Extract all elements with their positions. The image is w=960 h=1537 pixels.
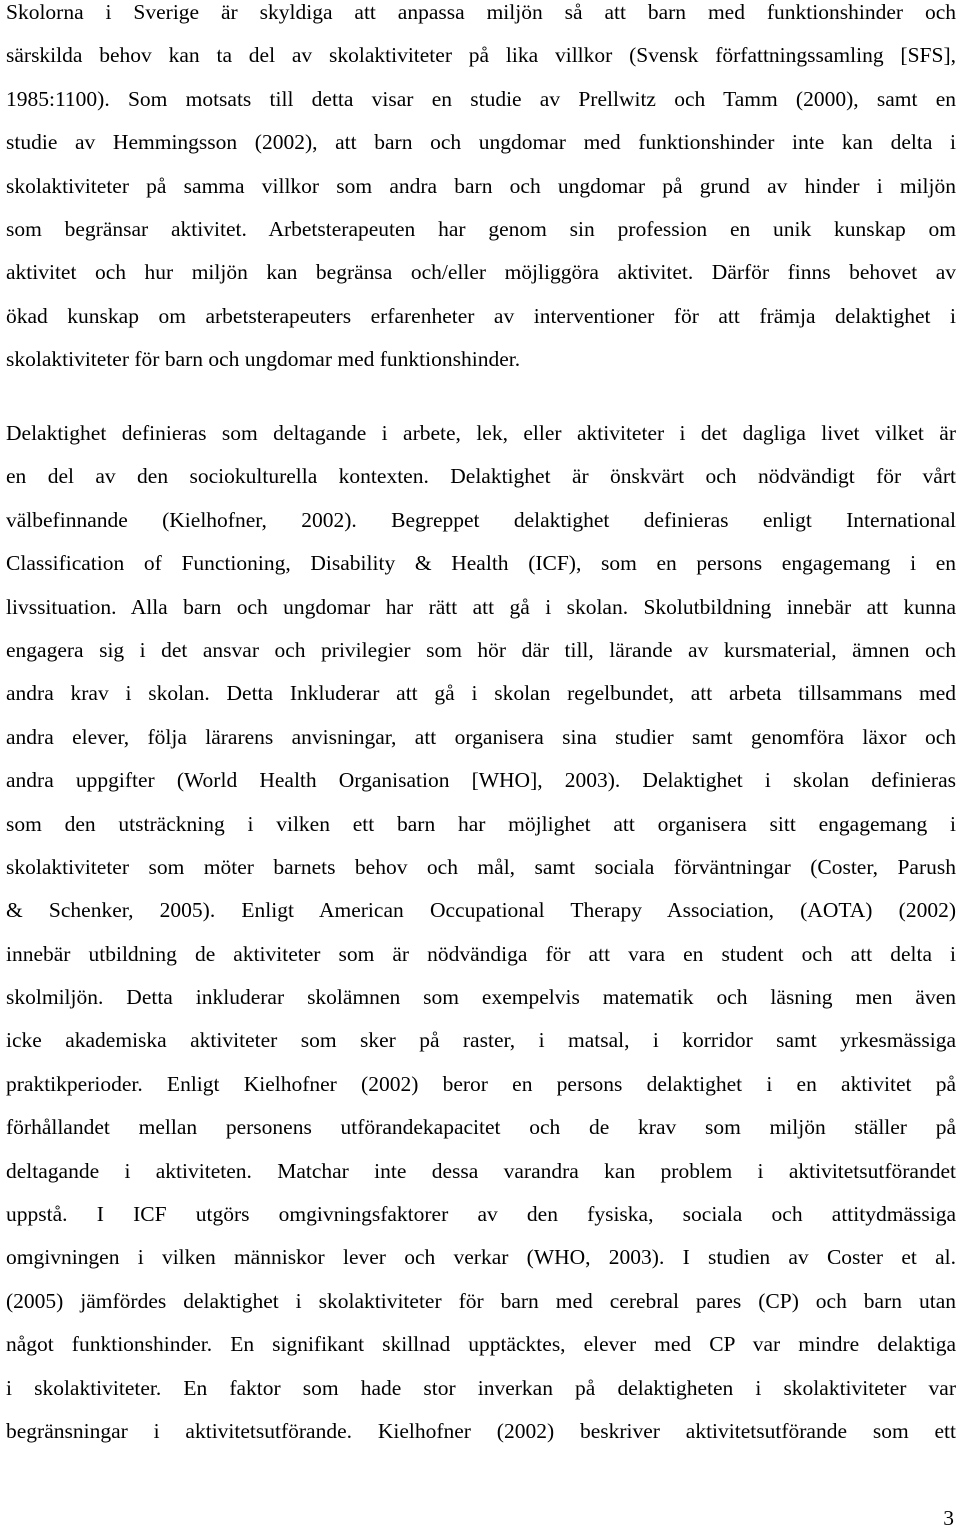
paragraph-2: [6, 421, 956, 1462]
text-line: Classification of Functioning, Disability & Health (ICF), som en persons engagemang i en: [6, 551, 956, 576]
text-line: som begränsar aktivitet. Arbetsterapeuten har genom sin profession en unik kunskap om: [6, 216, 956, 241]
text-line: praktikperioder. Enligt Kielhofner (2002) beror en persons delaktighet i en aktivitet på: [6, 1071, 956, 1096]
text-line: livssituation. Alla barn och ungdomar har rätt att gå i skolan. Skolutbildning innebär att kunna: [6, 594, 956, 619]
text-line: förhållandet mellan personens utförandekapacitet och de krav som miljön ställer på: [6, 1115, 956, 1140]
text-line: 1985:1100). Som motsats till detta visar en studie av Prellwitz och Tamm (2000), samt en: [6, 86, 956, 111]
text-line: andra uppgifter (World Health Organisation [WHO], 2003). Delaktighet i skolan definieras: [6, 768, 956, 793]
text-line: skolaktiviteter på samma villkor som andra barn och ungdomar på grund av hinder i miljön: [6, 173, 956, 198]
text-line: skolaktiviteter för barn och ungdomar med funktionshinder.: [6, 347, 521, 372]
text-line: begränsningar i aktivitetsutförande. Kielhofner (2002) beskriver aktivitetsutförande som ett: [6, 1418, 956, 1443]
text-line: skolmiljön. Detta inkluderar skolämnen som exempelvis matematik och läsning men även: [6, 985, 956, 1010]
text-line: engagera sig i det ansvar och privilegier som hör där till, lärande av kursmaterial, ämnen och: [6, 637, 956, 662]
text-line: studie av Hemmingsson (2002), att barn och ungdomar med funktionshinder inte kan delta i: [6, 130, 956, 155]
text-line: (2005) jämfördes delaktighet i skolaktiviteter för barn med cerebral pares (CP) och barn utan: [6, 1288, 956, 1313]
text-line: som den utsträckning i vilken ett barn har möjlighet att organisera sitt engagemang i: [6, 811, 956, 836]
text-line: välbefinnande (Kielhofner, 2002). Begreppet delaktighet definieras enligt International: [6, 507, 956, 532]
text-line: skolaktiviteter som möter barnets behov och mål, samt sociala förväntningar (Coster, Parush: [6, 854, 956, 879]
text-line: något funktionshinder. En signifikant skillnad upptäcktes, elever med CP var mindre delaktiga: [6, 1332, 956, 1357]
text-line: Skolorna i Sverige är skyldiga att anpassa miljön så att barn med funktionshinder och: [6, 0, 956, 24]
text-line: omgivningen i vilken människor lever och verkar (WHO, 2003). I studien av Coster et al.: [6, 1245, 956, 1270]
text-line: särskilda behov kan ta del av skolaktiviteter på lika villkor (Svensk författningssamling [SFS],: [6, 43, 956, 68]
text-line: deltagande i aktiviteten. Matchar inte dessa varandra kan problem i aktivitetsutförandet: [6, 1158, 956, 1183]
page-number: 3: [943, 1506, 954, 1530]
text-line: ökad kunskap om arbetsterapeuters erfarenheter av interventioner för att främja delaktighet i: [6, 303, 956, 328]
text-line: en del av den sociokulturella kontexten. Delaktighet är önskvärt och nödvändigt för vårt: [6, 464, 956, 489]
paragraph-1: [6, 0, 956, 391]
text-line: andra krav i skolan. Detta Inkluderar att gå i skolan regelbundet, att arbeta tillsammans med: [6, 681, 956, 706]
text-line: aktivitet och hur miljön kan begränsa och/eller möjliggöra aktivitet. Därför finns behovet av: [6, 260, 956, 285]
text-line: innebär utbildning de aktiviteter som är nödvändiga för att vara en student och att delta i: [6, 941, 956, 966]
text-line: Delaktighet definieras som deltagande i arbete, lek, eller aktiviteter i det dagliga livet vilket är: [6, 421, 956, 445]
text-line: & Schenker, 2005). Enligt American Occupational Therapy Association, (AOTA) (2002): [6, 898, 956, 923]
text-line: uppstå. I ICF utgörs omgivningsfaktorer av den fysiska, sociala och attitydmässiga: [6, 1202, 956, 1227]
text-line: andra elever, följa lärarens anvisningar, att organisera sina studier samt genomföra läxor och: [6, 724, 956, 749]
text-line: icke akademiska aktiviteter som sker på raster, i matsal, i korridor samt yrkesmässiga: [6, 1028, 956, 1053]
text-line: i skolaktiviteter. En faktor som hade stor inverkan på delaktigheten i skolaktiviteter var: [6, 1375, 956, 1400]
